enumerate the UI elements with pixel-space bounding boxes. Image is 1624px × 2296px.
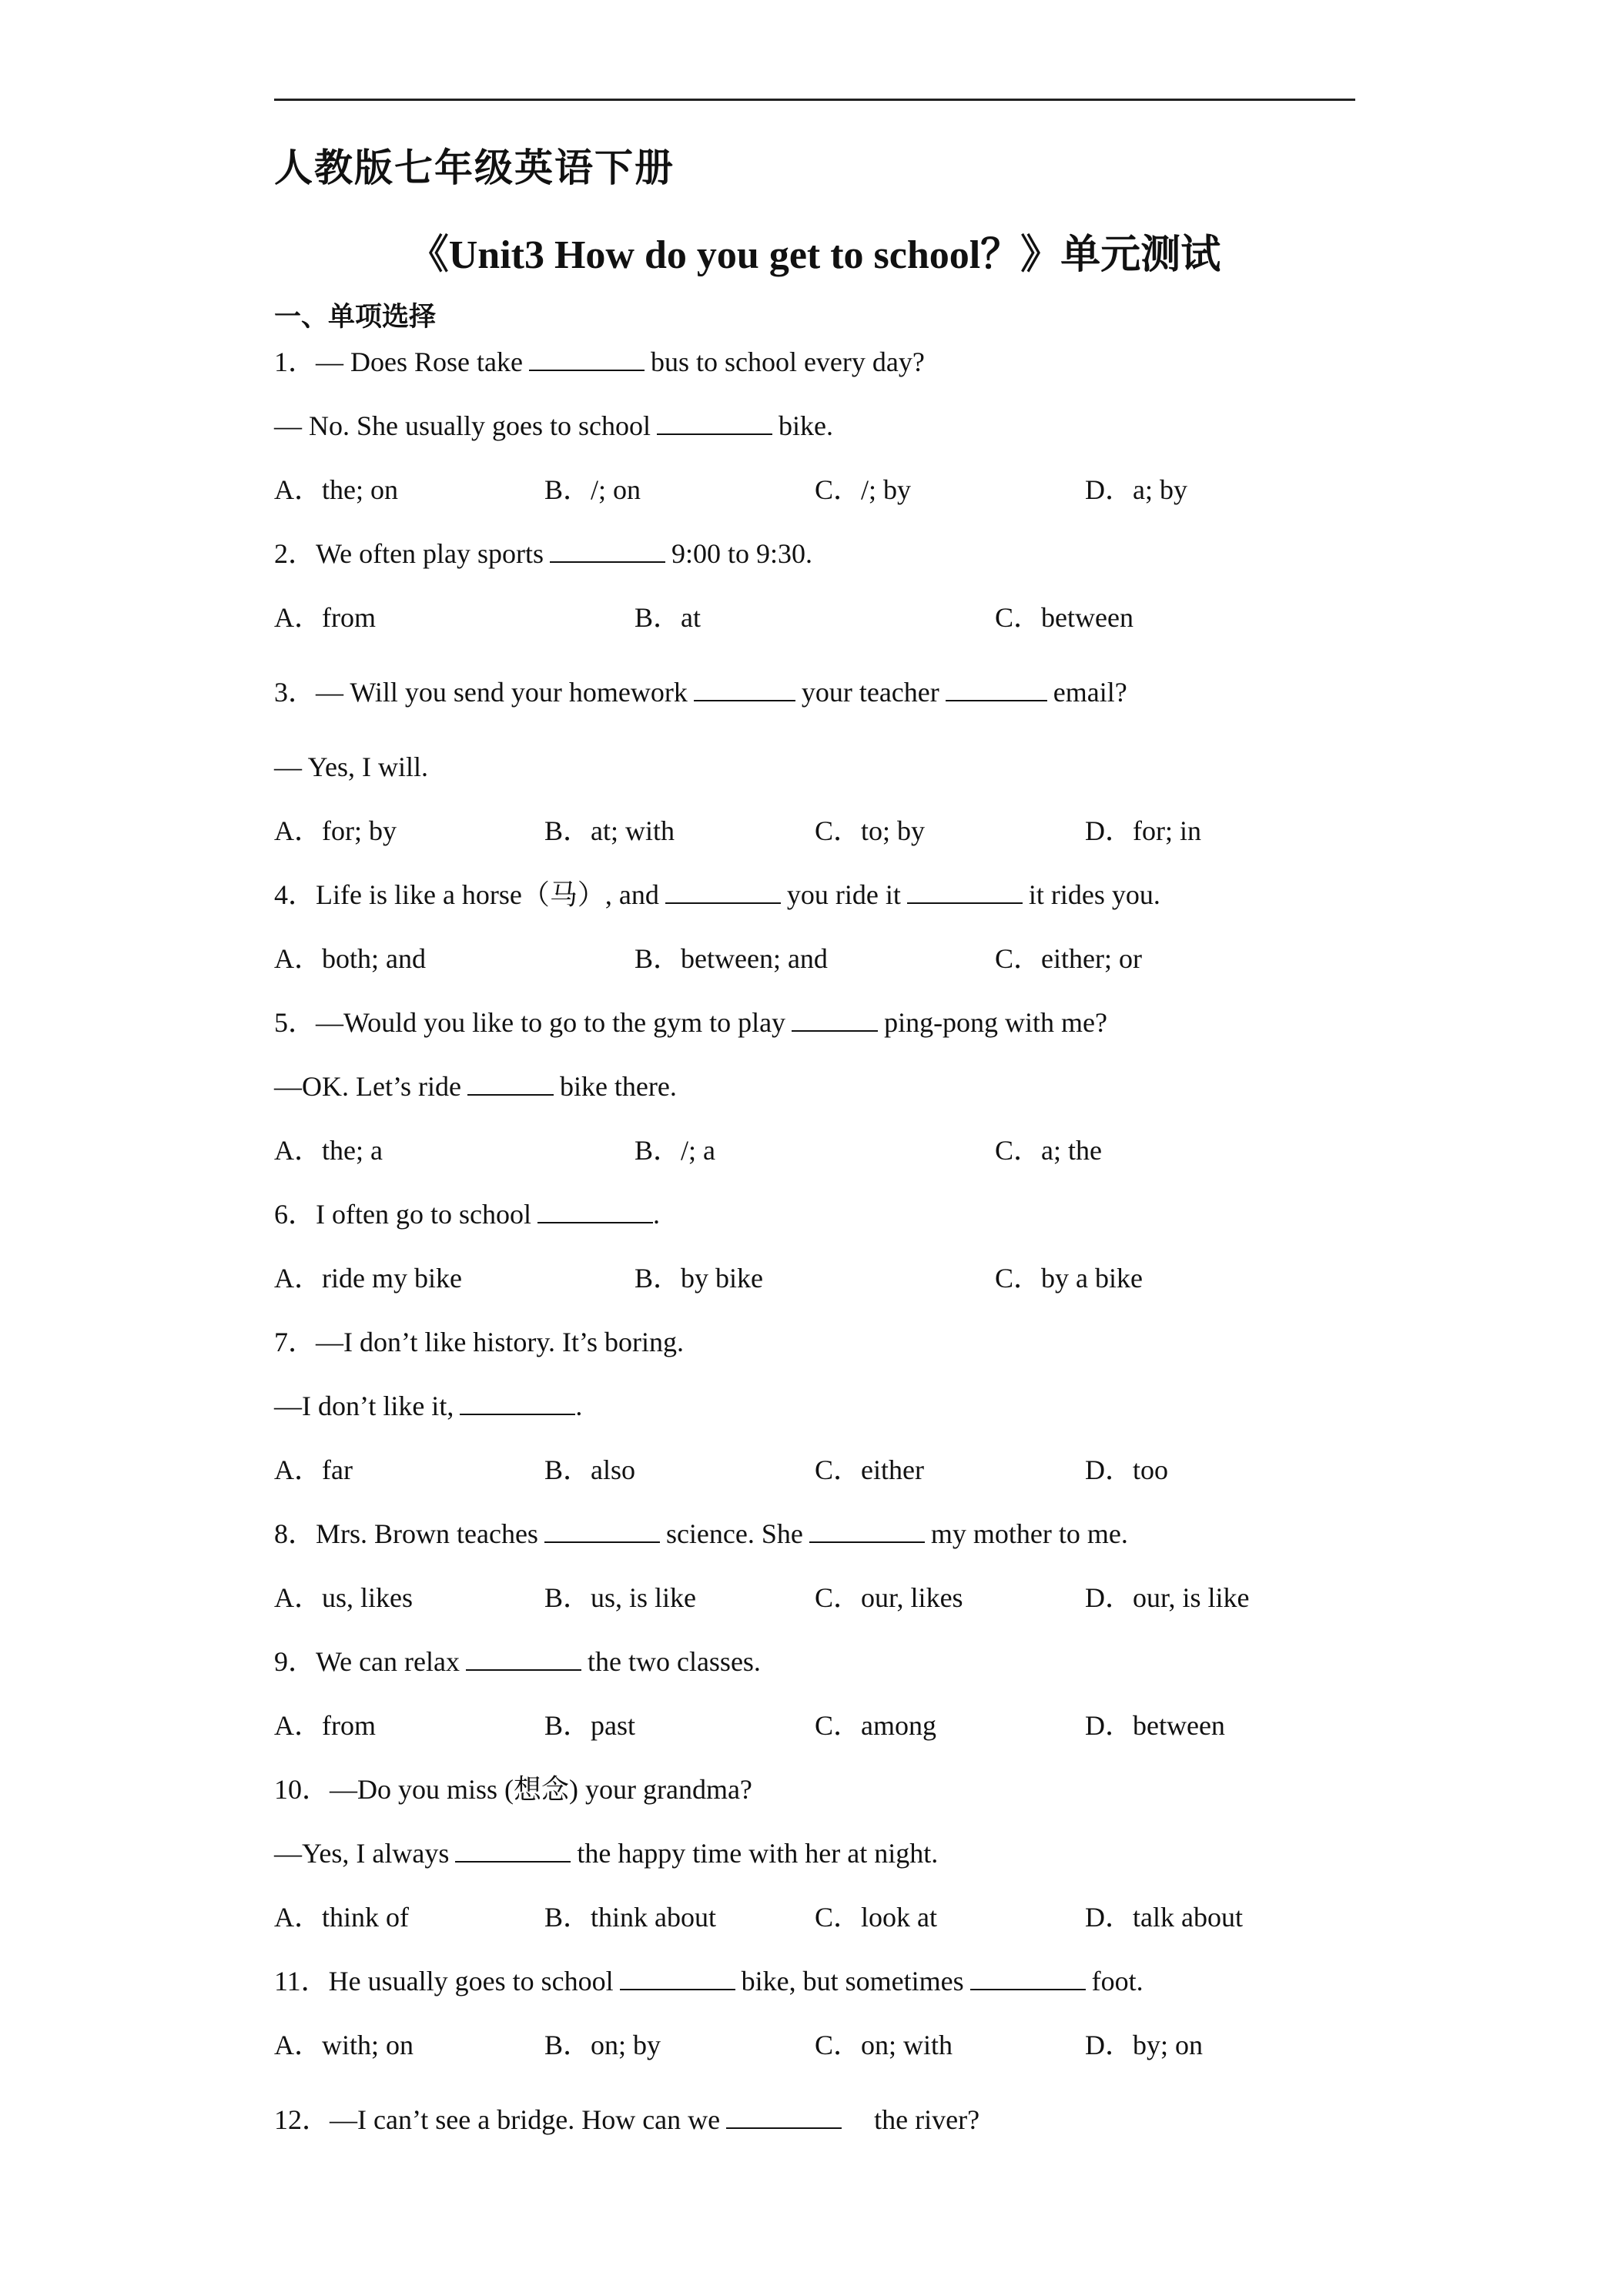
option-d: D．for; in xyxy=(1085,815,1201,846)
question-text: 6．I often go to school xyxy=(274,1199,531,1230)
question-text: — No. She usually goes to school xyxy=(274,410,651,441)
question-text: —Yes, I always xyxy=(274,1838,450,1869)
answer-blank xyxy=(550,538,665,563)
question-text: —I don’t like it, xyxy=(274,1391,454,1421)
document-subtitle: 《Unit3 How do you get to school？》单元测试 xyxy=(408,233,1221,277)
answer-blank xyxy=(665,879,781,904)
question-text: 8．Mrs. Brown teaches xyxy=(274,1518,538,1549)
question-10-options xyxy=(274,1900,1355,1934)
option-a: A．from xyxy=(274,602,376,633)
question-text: bus to school every day? xyxy=(650,346,925,377)
option-c: C．either; or xyxy=(995,943,1142,974)
question-text: . xyxy=(575,1391,583,1421)
option-c: C．among xyxy=(815,1710,936,1741)
option-d: D．talk about xyxy=(1085,1902,1243,1933)
question-8-options xyxy=(274,1581,1355,1615)
option-d: D．too xyxy=(1085,1454,1169,1485)
answer-blank xyxy=(529,346,645,371)
option-c: C．by a bike xyxy=(995,1263,1143,1294)
question-text: the river? xyxy=(874,2104,980,2135)
option-b: B．/; on xyxy=(544,474,641,505)
question-11-options xyxy=(274,2028,1355,2062)
option-c: C．to; by xyxy=(815,815,926,846)
option-d: D．a; by xyxy=(1085,474,1187,505)
answer-blank xyxy=(694,677,795,701)
option-a: A．ride my bike xyxy=(274,1263,462,1294)
answer-blank xyxy=(726,2104,842,2129)
option-c: C．/; by xyxy=(815,474,912,505)
option-a: A．far xyxy=(274,1454,353,1485)
option-a: A．think of xyxy=(274,1902,409,1933)
option-d: D．between xyxy=(1085,1710,1225,1741)
question-2 xyxy=(274,537,1355,571)
question-list xyxy=(274,345,1355,2167)
answer-blank xyxy=(544,1518,660,1543)
question-1-reply xyxy=(274,409,1355,443)
question-1-options xyxy=(274,473,1355,507)
question-5-options xyxy=(274,1133,1355,1167)
question-text: bike there. xyxy=(559,1071,677,1102)
answer-blank xyxy=(537,1199,653,1223)
option-b: B．between; and xyxy=(635,943,828,974)
question-text: foot. xyxy=(1091,1966,1143,1996)
question-text: 4．Life is like a horse（马）, and xyxy=(274,879,659,910)
option-c: C．a; the xyxy=(995,1135,1102,1166)
option-a: A．the; on xyxy=(274,474,398,505)
question-9 xyxy=(274,1645,1355,1678)
question-4-options xyxy=(274,942,1355,976)
question-text: science. She xyxy=(665,1518,803,1549)
question-7: 7．—I don’t like history. It’s boring. xyxy=(274,1327,684,1357)
option-a: A．for; by xyxy=(274,815,397,846)
question-text: 5．—Would you like to go to the gym to play xyxy=(274,1007,786,1038)
question-text: 3．— Will you send your homework xyxy=(274,677,688,708)
answer-blank xyxy=(467,1071,554,1096)
question-11 xyxy=(274,1964,1355,1998)
answer-blank xyxy=(620,1966,735,1990)
option-b: B．at xyxy=(635,602,701,633)
option-b: B．us, is like xyxy=(544,1582,697,1613)
question-text: it rides you. xyxy=(1028,879,1160,910)
question-text: ping-pong with me? xyxy=(884,1007,1108,1038)
question-6-options xyxy=(274,1261,1355,1295)
question-text: —OK. Let’s ride xyxy=(274,1071,461,1102)
question-6 xyxy=(274,1197,1355,1231)
question-text: 11．He usually goes to school xyxy=(274,1966,614,1996)
question-text: you ride it xyxy=(786,879,901,910)
question-text: 9:00 to 9:30. xyxy=(671,538,813,569)
question-4 xyxy=(274,878,1355,912)
question-5-reply xyxy=(274,1069,1355,1103)
answer-blank xyxy=(466,1646,581,1671)
option-b: B．think about xyxy=(544,1902,716,1933)
question-10: 10．—Do you miss (想念) your grandma? xyxy=(274,1774,752,1805)
question-text: . xyxy=(652,1199,660,1230)
question-text: the two classes. xyxy=(587,1646,761,1677)
option-c: C．our, likes xyxy=(815,1582,963,1613)
question-12 xyxy=(274,2103,1355,2137)
answer-blank xyxy=(907,879,1023,904)
option-c: C．either xyxy=(815,1454,924,1485)
question-3-options xyxy=(274,814,1355,848)
option-a: A．both; and xyxy=(274,943,426,974)
question-text: 9．We can relax xyxy=(274,1646,460,1677)
option-c: C．on; with xyxy=(815,2030,953,2060)
option-a: A．the; a xyxy=(274,1135,383,1166)
option-d: D．our, is like xyxy=(1085,1582,1250,1613)
section-heading: 一、单项选择 xyxy=(274,302,437,333)
question-7-reply xyxy=(274,1389,1355,1423)
question-text: my mother to me. xyxy=(930,1518,1128,1549)
question-text: the happy time with her at night. xyxy=(577,1838,939,1869)
answer-blank xyxy=(460,1391,575,1415)
question-1 xyxy=(274,345,1355,379)
answer-blank xyxy=(809,1518,925,1543)
question-text: bike. xyxy=(778,410,833,441)
question-5 xyxy=(274,1006,1355,1039)
answer-blank xyxy=(946,677,1047,701)
answer-blank xyxy=(455,1838,571,1863)
question-text: bike, but sometimes xyxy=(741,1966,964,1996)
question-text: email? xyxy=(1053,677,1127,708)
option-b: B．also xyxy=(544,1454,636,1485)
option-b: B．on; by xyxy=(544,2030,661,2060)
question-3 xyxy=(274,675,1355,709)
answer-blank xyxy=(970,1966,1086,1990)
question-text: 1．— Does Rose take xyxy=(274,346,523,377)
answer-blank xyxy=(792,1007,878,1032)
document-title: 人教版七年级英语下册 xyxy=(274,146,675,190)
question-10-reply xyxy=(274,1836,1355,1870)
question-9-options xyxy=(274,1709,1355,1742)
option-a: A．us, likes xyxy=(274,1582,414,1613)
option-b: B．past xyxy=(544,1710,636,1741)
option-a: A．with; on xyxy=(274,2030,414,2060)
option-a: A．from xyxy=(274,1710,376,1741)
question-text: 2．We often play sports xyxy=(274,538,544,569)
answer-blank xyxy=(657,410,772,435)
question-text: your teacher xyxy=(801,677,939,708)
question-3-reply: — Yes, I will. xyxy=(274,751,429,782)
question-2-options xyxy=(274,601,1355,634)
question-8 xyxy=(274,1517,1355,1551)
option-c: C．look at xyxy=(815,1902,937,1933)
question-7-options xyxy=(274,1453,1355,1487)
option-b: B．/; a xyxy=(635,1135,715,1166)
option-c: C．between xyxy=(995,602,1133,633)
option-b: B．by bike xyxy=(635,1263,763,1294)
header-rule xyxy=(274,99,1355,101)
option-b: B．at; with xyxy=(544,815,675,846)
option-d: D．by; on xyxy=(1085,2030,1204,2060)
question-text: 12．—I can’t see a bridge. How can we xyxy=(274,2104,721,2135)
